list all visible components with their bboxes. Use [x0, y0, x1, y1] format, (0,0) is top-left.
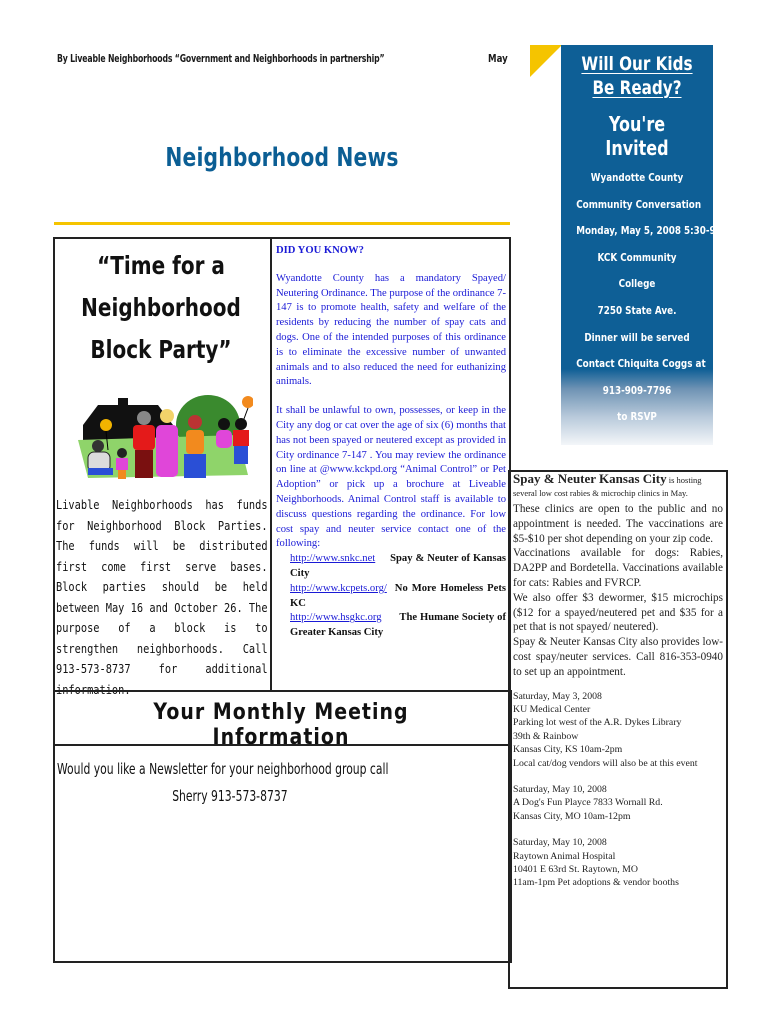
- services-paragraph: Spay & Neuter Kansas City also provides low-cost spay/neuter services. Call 816-353-0940 to set up an appointment.: [513, 636, 723, 678]
- block-party-body: Livable Neighborhoods has funds for Neighborhood Block Parties. The funds will be distributed first come first serve bases. Block parties should be held between May 16 and October 26. The purpose of a block is to strengthen neighborhoods. Call 913-573-8737 for additional information.: [56, 498, 268, 697]
- event-note: Local cat/dog vendors will also be at this event: [513, 757, 698, 769]
- event-location: 10401 E 63rd St. Raytown, MO: [513, 864, 638, 876]
- event-venue: A Dog's Fun Playce 7833 Wornall Rd.: [513, 797, 663, 809]
- invitation-line: 7250 State Ave.: [597, 303, 677, 317]
- event-date: Saturday, May 3, 2008: [513, 690, 602, 702]
- newsletter-offer: Would you like a Newsletter for your neighborhood group call: [57, 760, 389, 778]
- block-party-title: “Time for a Neighborhood Block Party”: [81, 251, 241, 364]
- event-location: 39th & Rainbow: [513, 730, 579, 742]
- invitation-panel: [561, 45, 735, 445]
- spay-neuter-title: Spay & Neuter Kansas City: [513, 471, 667, 486]
- ordinance-details-paragraph: It shall be unlawful to own, possesses, or keep in the City any dog or cat over the age of six (6) months that has not been spayed or neutered except as provided in City ordinance 7-147 . You may review the ordinance on line at @www.kckpd.org “Animal Control” or Pet Adoption” or pick up a brochure at Liveable Neighborhoods. Animal Control staff is available to discuss questions regarding the ordinance. For low cost spay and neuter service contact one of the following:: [276, 405, 506, 550]
- title-divider: [54, 222, 510, 225]
- snkc-link[interactable]: http://www.snkc.net: [290, 553, 376, 565]
- meeting-info-text: [57, 756, 388, 810]
- kcpets-link[interactable]: http://www.kcpets.org/: [290, 582, 387, 594]
- invitation-line: Monday, May 5, 2008 5:30-9 pm: [576, 224, 735, 238]
- ordinance-paragraph: Wyandotte County has a mandatory Spayed/ Neutering Ordinance. The purpose of the ordinance 7-147 is to promote health, safety and welfare of the residents by reducing the number of spay cats and dogs. One of the intended purposes of this ordinance is to eliminate the excessive number of unwanted animals and to also reduced the need for euthanizing animals.: [276, 272, 506, 388]
- invitation-line: KCK Community: [597, 250, 677, 264]
- invitation-line: Wyandotte County: [590, 171, 684, 184]
- event-venue: KU Medical Center: [513, 703, 591, 715]
- event-time: Kansas City, KS 10am-2pm: [513, 744, 623, 756]
- invitation-line: to RSVP: [617, 410, 657, 424]
- event-time: 11am-1pm Pet adoptions & vendor booths: [513, 877, 679, 889]
- did-you-know-heading: DID YOU KNOW?: [276, 245, 364, 256]
- snkc-org-name: Spay & Neuter of Kansas City: [290, 553, 506, 579]
- hsgkc-link[interactable]: http://www.hsgkc.org: [290, 612, 382, 624]
- event-item: [513, 836, 723, 890]
- event-date: Saturday, May 10, 2008: [513, 784, 607, 795]
- vaccination-paragraph: Vaccinations available for dogs: Rabies, DA2PP and Bordetella. Vaccinations available for cats: Rabies and FVRCP.: [513, 547, 723, 589]
- clinic-paragraph: These clinics are open to the public and no appointment is needed. The vaccinations are $5-$10 per shot depending on your zip code.: [513, 503, 723, 545]
- event-item: [513, 783, 723, 823]
- byline: By Liveable Neighborhoods “Government and Neighborhoods in partnership”: [57, 53, 385, 65]
- pricing-paragraph: We also offer $3 dewormer, $15 microchips ($12 for a spayed/neutered pet and $35 for a pet that is not spayed/ neutered).: [513, 591, 723, 634]
- spay-neuter-subtitle: is hosting several low cost rabies & microchip clinics in May.: [513, 475, 702, 498]
- kcpets-org-name: No More Homeless Pets KC: [290, 582, 506, 609]
- event-item: [513, 690, 723, 770]
- event-location: Parking lot west of the A.R. Dykes Library: [513, 717, 682, 729]
- hsgkc-org-name: The Humane Society of Greater Kansas City: [290, 612, 506, 639]
- meeting-title: Your Monthly Meeting Information: [153, 700, 409, 750]
- invitation-heading: Will Our Kids Be Ready?: [581, 53, 693, 99]
- event-venue: Raytown Animal Hospital: [513, 850, 616, 862]
- invitation-line: College: [618, 277, 656, 291]
- newsletter-title: Neighborhood News: [165, 143, 399, 173]
- invitation-line: Community Conversation: [576, 197, 702, 211]
- link-row: [290, 582, 506, 612]
- block-party-clipart-icon: [78, 380, 253, 480]
- link-row: [290, 552, 506, 582]
- spay-neuter-links: [276, 552, 506, 641]
- event-date: Saturday, May 10, 2008: [513, 837, 607, 849]
- invitation-line: Dinner will be served: [584, 330, 690, 344]
- issue-month: May: [488, 53, 508, 65]
- invitation-subheading: You're Invited: [605, 112, 669, 160]
- event-time: Kansas City, MO 10am-12pm: [513, 810, 631, 822]
- spay-neuter-section: [513, 473, 723, 903]
- did-you-know-section: [276, 244, 506, 641]
- link-row: [290, 611, 506, 641]
- sidebar-corner-accent: [530, 45, 562, 77]
- invitation-phone: 913-909-7796: [602, 383, 672, 397]
- invitation-line: Contact Chiquita Coggs at: [576, 357, 706, 371]
- newsletter-contact: Sherry 913-573-8737: [172, 787, 288, 805]
